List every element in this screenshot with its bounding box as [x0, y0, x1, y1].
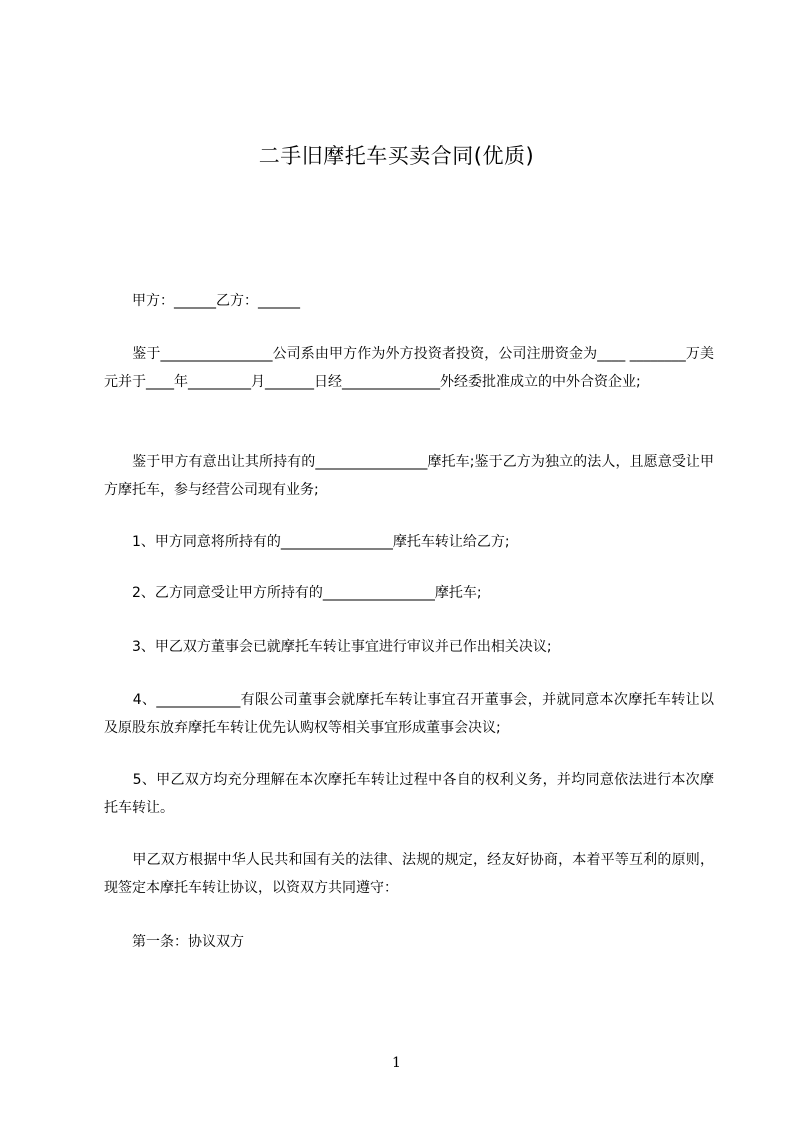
paragraph-agreement-basis: 甲乙双方根据中华人民共和国有关的法律、法规的规定，经友好协商，本着平等互利的原则，现签定本摩托车转让协议，以资双方共同遵守： [104, 852, 714, 896]
paragraph-transfer-intent: 鉴于甲方有意出让其所持有的________________摩托车;鉴于乙方为独立的法人，且愿意受让甲方摩托车，参与经营公司现有业务; [104, 454, 714, 498]
paragraph-company-background: 鉴于________________公司系由甲方作为外方投资者投资，公司注册资金为____ ________万美元并于____年_________月_______日经______________外经委批准成立的中外合资企业; [104, 346, 714, 390]
clause-3: 3、甲乙双方董事会已就摩托车转让事宜进行审议并已作出相关决议; [104, 639, 552, 655]
clause-5: 5、甲乙双方均充分理解在本次摩托车转让过程中各自的权利义务，并均同意依法进行本次摩托车转让。 [104, 772, 714, 816]
document-title: 二手旧摩托车买卖合同(优质) [258, 144, 535, 168]
parties-line: 甲方：______乙方：______ [104, 293, 300, 309]
page-number: 1 [392, 1055, 401, 1071]
clause-2: 2、乙方同意受让甲方所持有的________________摩托车; [104, 585, 482, 601]
clause-1: 1、甲方同意将所持有的________________摩托车转让给乙方; [104, 534, 510, 550]
article-1-heading: 第一条：协议双方 [104, 934, 244, 950]
clause-4: 4、____________有限公司董事会就摩托车转让事宜召开董事会，并就同意本次摩托车转让以及原股东放弃摩托车转让优先认购权等相关事宜形成董事会决议; [104, 692, 714, 736]
